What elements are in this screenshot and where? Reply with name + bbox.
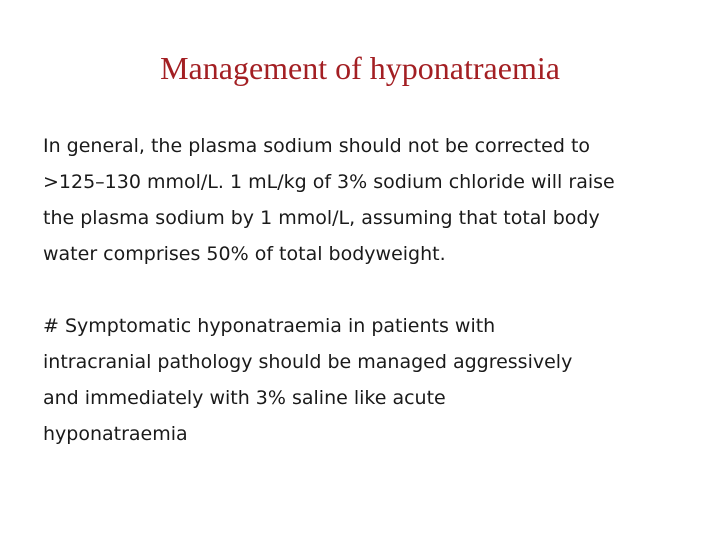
slide-title: Management of hyponatraemia xyxy=(160,50,560,86)
paragraph-symptomatic-hyponatraemia xyxy=(43,308,683,452)
text-line: hyponatraemia xyxy=(43,423,188,445)
text-line: In general, the plasma sodium should not be corrected to xyxy=(43,135,591,157)
text-line: and immediately with 3% saline like acute xyxy=(43,387,446,409)
text-line: water comprises 50% of total bodyweight. xyxy=(43,243,446,265)
paragraph-correction-guidance xyxy=(43,128,683,272)
text-line: intracranial pathology should be managed aggressively xyxy=(43,351,573,373)
text-line: the plasma sodium by 1 mmol/L, assuming that total body xyxy=(43,207,600,229)
text-line: >125–130 mmol/L. 1 mL/kg of 3% sodium chloride will raise xyxy=(43,171,615,193)
slide-body xyxy=(43,128,683,452)
text-line: # Symptomatic hyponatraemia in patients with xyxy=(43,315,496,337)
